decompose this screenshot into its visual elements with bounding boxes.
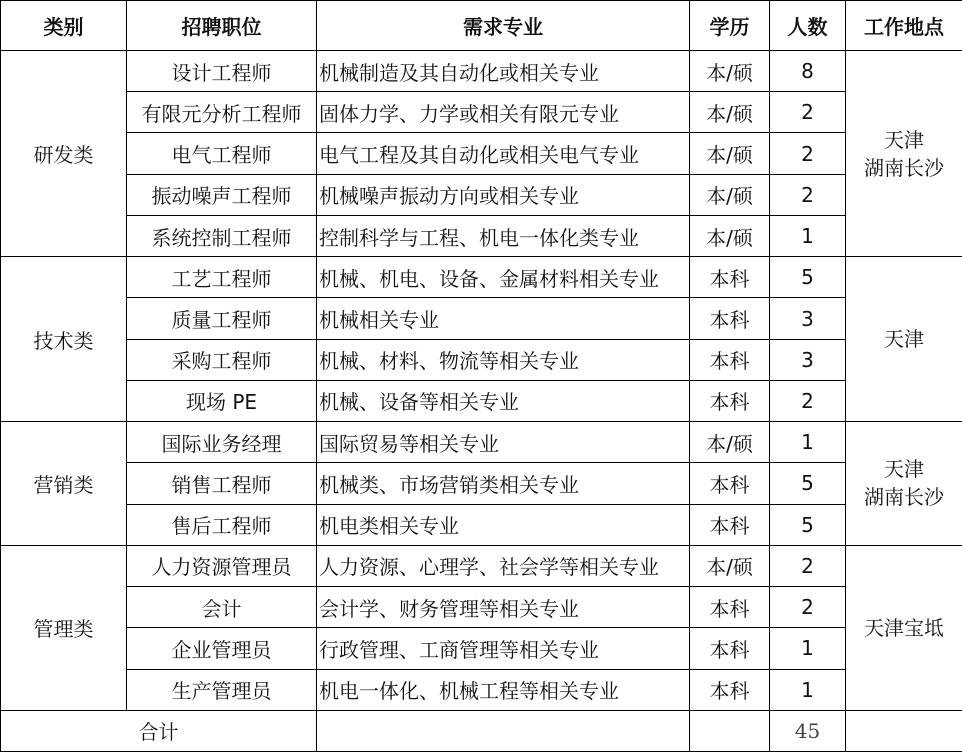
total-empty-cell — [690, 710, 770, 751]
count-cell: 3 — [770, 298, 846, 339]
table-row — [1, 669, 962, 710]
major-cell: 机电类相关专业 — [317, 504, 690, 545]
header-row — [1, 1, 962, 51]
count-cell: 2 — [770, 545, 846, 586]
location-line: 天津 — [884, 127, 924, 152]
position-cell: 有限元分析工程师 — [127, 92, 317, 133]
header-location: 工作地点 — [846, 1, 962, 51]
count-cell: 2 — [770, 587, 846, 628]
count-cell: 5 — [770, 463, 846, 504]
location-line: 天津宝坻 — [864, 615, 944, 640]
education-cell: 本科 — [690, 463, 770, 504]
count-cell: 2 — [770, 92, 846, 133]
count-cell: 3 — [770, 339, 846, 380]
education-cell: 本科 — [690, 628, 770, 669]
position-cell: 售后工程师 — [127, 504, 317, 545]
position-cell: 采购工程师 — [127, 339, 317, 380]
position-cell: 工艺工程师 — [127, 257, 317, 298]
count-cell: 8 — [770, 51, 846, 92]
major-cell: 机械、材料、物流等相关专业 — [317, 339, 690, 380]
location-cell — [846, 51, 962, 257]
education-cell: 本/硕 — [690, 545, 770, 586]
table-row — [1, 504, 962, 545]
table-row — [1, 257, 962, 298]
table-row — [1, 51, 962, 92]
major-cell: 机械噪声振动方向或相关专业 — [317, 174, 690, 215]
education-cell: 本科 — [690, 257, 770, 298]
position-cell: 会计 — [127, 587, 317, 628]
major-cell: 机械、机电、设备、金属材料相关专业 — [317, 257, 690, 298]
position-cell: 销售工程师 — [127, 463, 317, 504]
count-cell: 2 — [770, 174, 846, 215]
education-cell: 本科 — [690, 339, 770, 380]
category-cell: 营销类 — [1, 422, 127, 546]
count-cell: 1 — [770, 422, 846, 463]
table-row — [1, 628, 962, 669]
location-cell — [846, 257, 962, 422]
education-cell: 本/硕 — [690, 215, 770, 256]
total-label: 合计 — [1, 710, 317, 751]
position-cell: 系统控制工程师 — [127, 215, 317, 256]
location-line: 天津 — [884, 457, 924, 482]
total-count: 45 — [770, 710, 846, 751]
position-cell: 生产管理员 — [127, 669, 317, 710]
major-cell: 行政管理、工商管理等相关专业 — [317, 628, 690, 669]
major-cell: 机械类、市场营销类相关专业 — [317, 463, 690, 504]
table-row — [1, 463, 962, 504]
education-cell: 本科 — [690, 504, 770, 545]
education-cell: 本科 — [690, 669, 770, 710]
table-row — [1, 215, 962, 256]
position-cell: 电气工程师 — [127, 133, 317, 174]
table-row — [1, 92, 962, 133]
count-cell: 1 — [770, 215, 846, 256]
category-cell: 研发类 — [1, 51, 127, 257]
education-cell: 本科 — [690, 298, 770, 339]
table-row — [1, 380, 962, 421]
major-cell: 机械、设备等相关专业 — [317, 380, 690, 421]
count-cell: 2 — [770, 133, 846, 174]
education-cell: 本科 — [690, 587, 770, 628]
category-cell: 技术类 — [1, 257, 127, 422]
location-line: 天津 — [884, 327, 924, 352]
position-cell: 设计工程师 — [127, 51, 317, 92]
major-cell: 固体力学、力学或相关有限元专业 — [317, 92, 690, 133]
header-major: 需求专业 — [317, 1, 690, 51]
count-cell: 5 — [770, 257, 846, 298]
education-cell: 本/硕 — [690, 422, 770, 463]
table-row — [1, 422, 962, 463]
table-row — [1, 174, 962, 215]
major-cell: 人力资源、心理学、社会学等相关专业 — [317, 545, 690, 586]
count-cell: 5 — [770, 504, 846, 545]
count-cell: 1 — [770, 669, 846, 710]
education-cell: 本/硕 — [690, 133, 770, 174]
table-row — [1, 298, 962, 339]
table-row — [1, 545, 962, 586]
location-line: 湖南长沙 — [864, 155, 944, 180]
major-cell: 控制科学与工程、机电一体化类专业 — [317, 215, 690, 256]
location-cell — [846, 422, 962, 546]
position-cell: 质量工程师 — [127, 298, 317, 339]
position-cell: 国际业务经理 — [127, 422, 317, 463]
header-category: 类别 — [1, 1, 127, 51]
count-cell: 1 — [770, 628, 846, 669]
header-education: 学历 — [690, 1, 770, 51]
header-position: 招聘职位 — [127, 1, 317, 51]
education-cell: 本/硕 — [690, 92, 770, 133]
count-cell: 2 — [770, 380, 846, 421]
major-cell: 国际贸易等相关专业 — [317, 422, 690, 463]
position-cell: 人力资源管理员 — [127, 545, 317, 586]
table-row — [1, 133, 962, 174]
education-cell: 本/硕 — [690, 51, 770, 92]
major-cell: 机电一体化、机械工程等相关专业 — [317, 669, 690, 710]
position-cell: 现场 PE — [127, 380, 317, 421]
category-cell: 管理类 — [1, 545, 127, 710]
major-cell: 机械制造及其自动化或相关专业 — [317, 51, 690, 92]
education-cell: 本科 — [690, 380, 770, 421]
position-cell: 企业管理员 — [127, 628, 317, 669]
location-cell — [846, 545, 962, 710]
location-line: 湖南长沙 — [864, 485, 944, 510]
education-cell: 本/硕 — [690, 174, 770, 215]
major-cell: 电气工程及其自动化或相关电气专业 — [317, 133, 690, 174]
total-empty-cell — [317, 710, 690, 751]
major-cell: 会计学、财务管理等相关专业 — [317, 587, 690, 628]
table-row — [1, 587, 962, 628]
major-cell: 机械相关专业 — [317, 298, 690, 339]
position-cell: 振动噪声工程师 — [127, 174, 317, 215]
total-row — [1, 710, 962, 751]
total-empty-cell — [846, 710, 962, 751]
header-count: 人数 — [770, 1, 846, 51]
table-row — [1, 339, 962, 380]
